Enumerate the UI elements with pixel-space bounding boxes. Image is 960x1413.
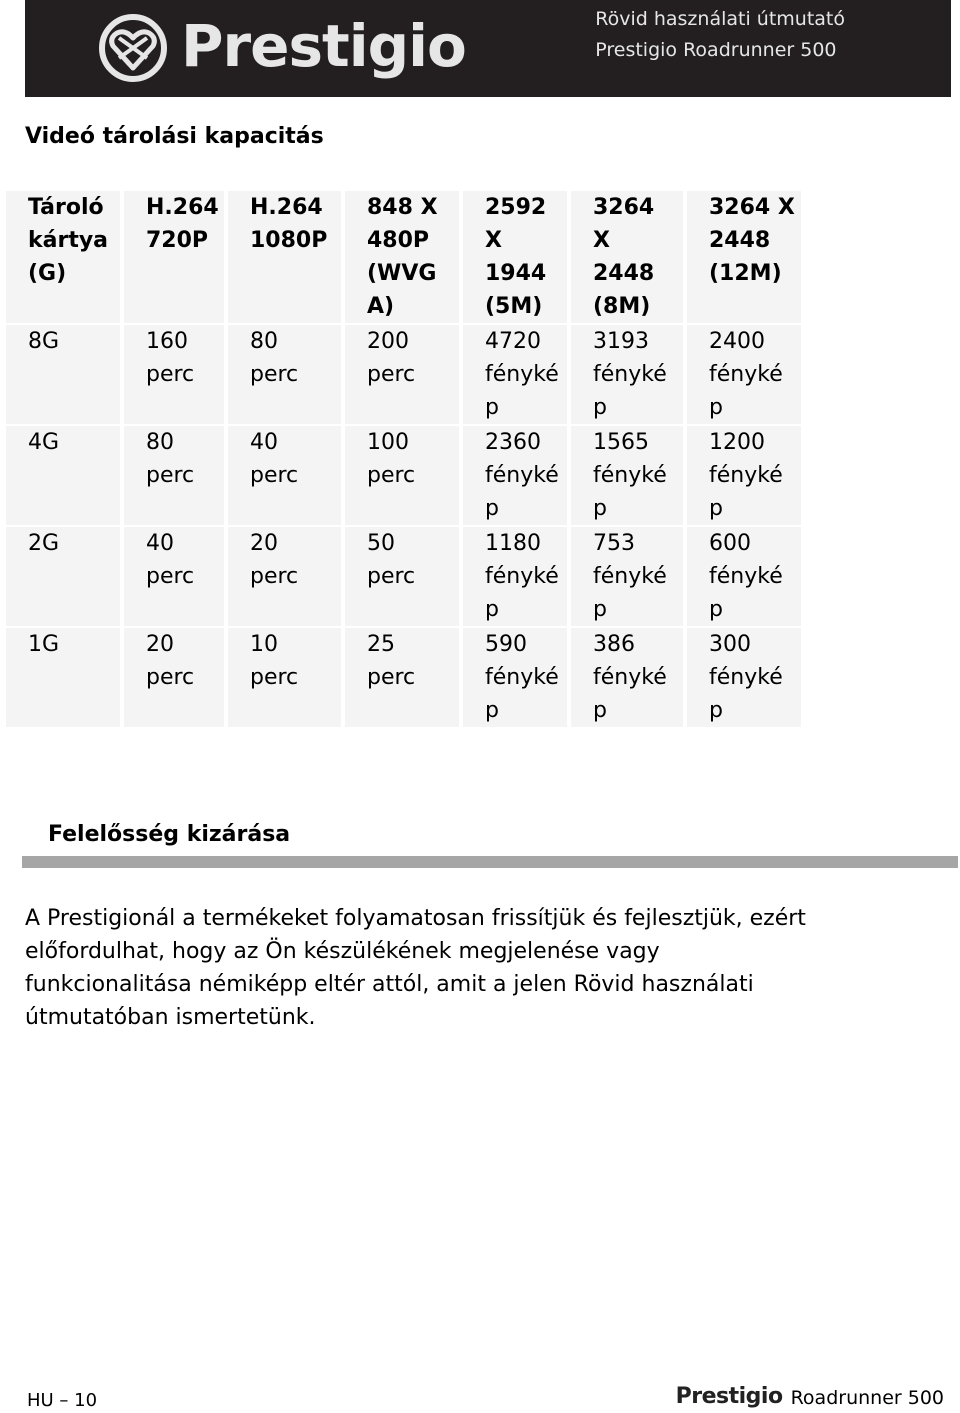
table-cell bbox=[228, 191, 341, 323]
cell-line: H.264 bbox=[146, 195, 219, 220]
cell-line: 8G bbox=[28, 329, 60, 354]
cell-line: 3193 bbox=[593, 329, 649, 354]
header-info bbox=[595, 4, 845, 66]
cell-line: fényké bbox=[485, 564, 559, 589]
disclaimer-line: funkcionalitása némiképp eltér attól, amit a jelen Rövid használati bbox=[25, 972, 754, 997]
cell-line: H.264 bbox=[250, 195, 323, 220]
table-cell bbox=[6, 426, 120, 525]
cell-line: perc bbox=[146, 362, 195, 387]
cell-line: 600 bbox=[709, 531, 751, 556]
disclaimer-line: A Prestigionál a termékeket folyamatosan frissítjük és fejlesztjük, ezért bbox=[25, 906, 806, 931]
cell-line: 200 bbox=[367, 329, 409, 354]
table-cell bbox=[463, 527, 567, 626]
table-cell bbox=[687, 191, 801, 323]
cell-line: p bbox=[485, 395, 499, 420]
cell-line: p bbox=[709, 496, 723, 521]
table-cell bbox=[571, 527, 683, 626]
cell-line: fényké bbox=[485, 665, 559, 690]
cell-line: 1G bbox=[28, 632, 60, 657]
footer-logo: Prestigio bbox=[675, 1384, 783, 1409]
cell-line: p bbox=[709, 395, 723, 420]
cell-line: 2448 bbox=[593, 261, 655, 286]
disclaimer-line: előfordulhat, hogy az Ön készülékének megjelenése vagy bbox=[25, 939, 660, 964]
cell-line: 848 X bbox=[367, 195, 438, 220]
table-cell bbox=[345, 426, 459, 525]
product-name: Prestigio Roadrunner 500 bbox=[595, 39, 837, 61]
cell-line: X bbox=[593, 228, 610, 253]
cell-line: p bbox=[593, 395, 607, 420]
table-cell bbox=[124, 325, 224, 424]
table-header-row bbox=[6, 191, 801, 323]
cell-line: perc bbox=[367, 362, 416, 387]
cell-line: 2G bbox=[28, 531, 60, 556]
cell-line: perc bbox=[367, 665, 416, 690]
cell-line: p bbox=[485, 698, 499, 723]
table-cell bbox=[124, 191, 224, 323]
cell-line: perc bbox=[367, 463, 416, 488]
cell-line: kártya bbox=[28, 228, 109, 253]
table-cell bbox=[571, 191, 683, 323]
cell-line: perc bbox=[250, 564, 299, 589]
cell-line: p bbox=[709, 597, 723, 622]
table-row bbox=[6, 628, 801, 727]
table-cell bbox=[124, 527, 224, 626]
cell-line: perc bbox=[146, 665, 195, 690]
table-cell bbox=[571, 325, 683, 424]
table-row bbox=[6, 426, 801, 525]
cell-line: fényké bbox=[485, 463, 559, 488]
table-row bbox=[6, 527, 801, 626]
cell-line: fényké bbox=[709, 362, 783, 387]
table-cell bbox=[228, 325, 341, 424]
table-cell bbox=[124, 426, 224, 525]
table-cell bbox=[6, 527, 120, 626]
disclaimer-title: Felelősség kizárása bbox=[48, 822, 291, 847]
cell-line: perc bbox=[250, 463, 299, 488]
table-cell bbox=[463, 325, 567, 424]
cell-line: 20 bbox=[146, 632, 174, 657]
cell-line: fényké bbox=[485, 362, 559, 387]
cell-line: 20 bbox=[250, 531, 278, 556]
cell-line: p bbox=[593, 496, 607, 521]
cell-line: 2592 bbox=[485, 195, 547, 220]
cell-line: 160 bbox=[146, 329, 188, 354]
cell-line: 40 bbox=[250, 430, 278, 455]
cell-line: fényké bbox=[593, 564, 667, 589]
cell-line: 2400 bbox=[709, 329, 765, 354]
page-number: HU – 10 bbox=[27, 1390, 98, 1411]
cell-line: A) bbox=[367, 294, 395, 319]
cell-line: perc bbox=[250, 362, 299, 387]
cell-line: fényké bbox=[593, 665, 667, 690]
cell-line: (WVG bbox=[367, 261, 437, 286]
table-cell bbox=[687, 527, 801, 626]
cell-line: 100 bbox=[367, 430, 409, 455]
capacity-table bbox=[2, 189, 805, 729]
table-cell bbox=[228, 527, 341, 626]
section-title: Videó tárolási kapacitás bbox=[25, 124, 324, 149]
table-row bbox=[6, 325, 801, 424]
cell-line: (12M) bbox=[709, 261, 782, 286]
cell-line: 480P bbox=[367, 228, 430, 253]
header-banner bbox=[25, 0, 951, 97]
cell-line: 1944 bbox=[485, 261, 547, 286]
table-cell bbox=[571, 426, 683, 525]
cell-line: p bbox=[485, 597, 499, 622]
cell-line: 80 bbox=[250, 329, 278, 354]
table-cell bbox=[124, 628, 224, 727]
cell-line: 300 bbox=[709, 632, 751, 657]
cell-line: fényké bbox=[709, 463, 783, 488]
cell-line: X bbox=[485, 228, 502, 253]
cell-line: 1200 bbox=[709, 430, 765, 455]
cell-line: (8M) bbox=[593, 294, 651, 319]
cell-line: fényké bbox=[593, 362, 667, 387]
table-cell bbox=[463, 628, 567, 727]
table-cell bbox=[345, 628, 459, 727]
cell-line: 720P bbox=[146, 228, 209, 253]
cell-line: fényké bbox=[709, 665, 783, 690]
cell-line: 1565 bbox=[593, 430, 649, 455]
prestigio-logo-icon bbox=[97, 12, 169, 84]
cell-line: p bbox=[593, 597, 607, 622]
cell-line: 2360 bbox=[485, 430, 541, 455]
table-cell bbox=[571, 628, 683, 727]
cell-line: 40 bbox=[146, 531, 174, 556]
cell-line: p bbox=[485, 496, 499, 521]
table-cell bbox=[6, 325, 120, 424]
table-cell bbox=[228, 628, 341, 727]
footer-product: Roadrunner 500 bbox=[790, 1387, 944, 1409]
cell-line: 3264 bbox=[593, 195, 655, 220]
table-cell bbox=[345, 191, 459, 323]
cell-line: 1180 bbox=[485, 531, 541, 556]
cell-line: fényké bbox=[593, 463, 667, 488]
cell-line: 4G bbox=[28, 430, 60, 455]
cell-line: Tároló bbox=[28, 195, 104, 220]
cell-line: perc bbox=[146, 564, 195, 589]
disclaimer-line: útmutatóban ismertetünk. bbox=[25, 1005, 316, 1030]
cell-line: 753 bbox=[593, 531, 635, 556]
table-cell bbox=[687, 426, 801, 525]
cell-line: 4720 bbox=[485, 329, 541, 354]
cell-line: p bbox=[709, 698, 723, 723]
table-cell bbox=[463, 191, 567, 323]
cell-line: 50 bbox=[367, 531, 395, 556]
table-cell bbox=[6, 628, 120, 727]
cell-line: 3264 X bbox=[709, 195, 795, 220]
table-cell bbox=[687, 628, 801, 727]
cell-line: (G) bbox=[28, 261, 67, 286]
cell-line: 590 bbox=[485, 632, 527, 657]
cell-line: 386 bbox=[593, 632, 635, 657]
cell-line: p bbox=[593, 698, 607, 723]
table-cell bbox=[345, 325, 459, 424]
disclaimer-text bbox=[25, 902, 925, 1034]
cell-line: fényké bbox=[709, 564, 783, 589]
disclaimer-divider bbox=[22, 856, 958, 868]
logo-wordmark: Prestigio bbox=[181, 12, 466, 80]
cell-line: perc bbox=[250, 665, 299, 690]
cell-line: 25 bbox=[367, 632, 395, 657]
footer-brand bbox=[676, 1385, 944, 1409]
table-cell bbox=[687, 325, 801, 424]
cell-line: perc bbox=[146, 463, 195, 488]
cell-line: 2448 bbox=[709, 228, 771, 253]
table-cell bbox=[345, 527, 459, 626]
cell-line: 10 bbox=[250, 632, 278, 657]
cell-line: 1080P bbox=[250, 228, 328, 253]
cell-line: 80 bbox=[146, 430, 174, 455]
table-cell bbox=[228, 426, 341, 525]
table-cell bbox=[6, 191, 120, 323]
cell-line: (5M) bbox=[485, 294, 543, 319]
cell-line: perc bbox=[367, 564, 416, 589]
table-cell bbox=[463, 426, 567, 525]
doc-title: Rövid használati útmutató bbox=[595, 8, 845, 30]
